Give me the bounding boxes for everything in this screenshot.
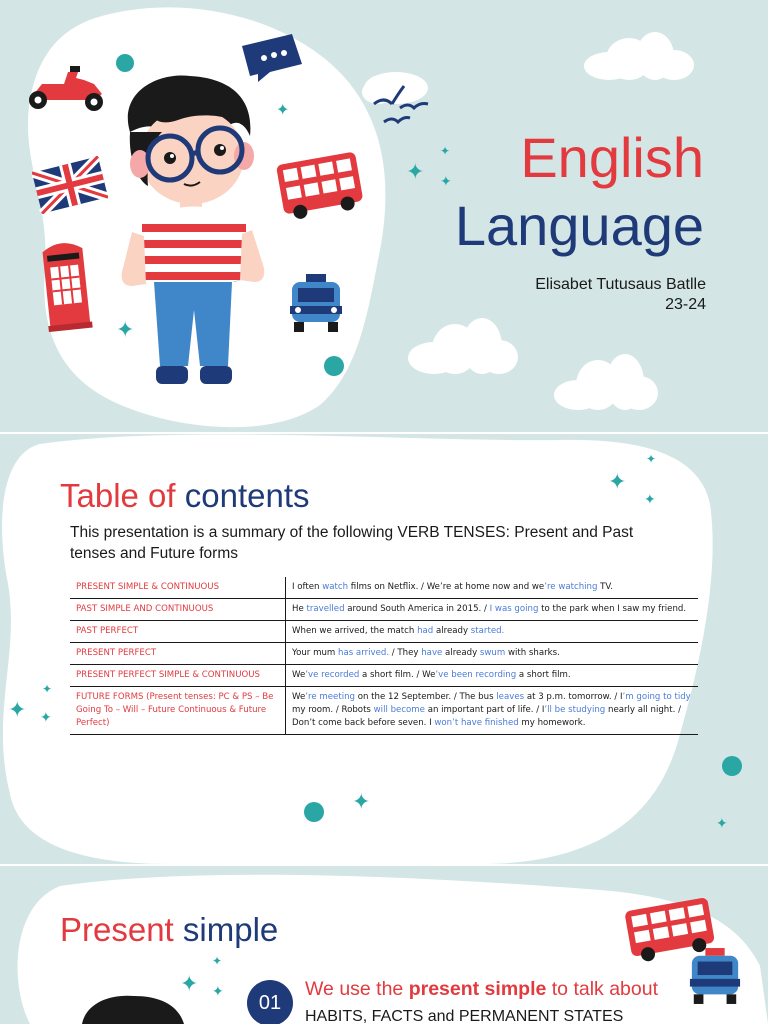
sparkle-icon: ✦ bbox=[180, 972, 199, 997]
sparkle-icon: ✦ bbox=[40, 710, 52, 726]
example-text: nearly all night. / Don’t come back before seven. I bbox=[292, 705, 681, 728]
present-simple-title-part1: Present bbox=[60, 911, 174, 948]
verb-tenses-table bbox=[70, 577, 698, 735]
teal-dot bbox=[304, 802, 324, 822]
tense-label: PRESENT PERFECT bbox=[70, 643, 286, 665]
sparkle-icon: ✦ bbox=[8, 698, 27, 723]
present-simple-subheading: HABITS, FACTS and PERMANENT STATES bbox=[305, 1008, 624, 1024]
highlighted-verb: won’t have finished bbox=[434, 718, 519, 728]
cloud-icon bbox=[584, 32, 694, 80]
taxi-icon bbox=[688, 946, 742, 1006]
heading-pre: We use the bbox=[305, 978, 409, 1000]
highlighted-verb: ’re watching bbox=[544, 582, 598, 592]
toc-intro: This presentation is a summary of the following VERB TENSES: Present and Past tenses and Future forms bbox=[70, 524, 634, 562]
table-row bbox=[70, 665, 698, 687]
toc-title-part2: contents bbox=[184, 477, 310, 514]
school-year: 23-24 bbox=[665, 296, 706, 313]
teal-dot bbox=[324, 356, 344, 376]
sparkle-icon: ✦ bbox=[608, 470, 627, 495]
highlighted-verb: ’ll be studying bbox=[544, 705, 606, 715]
table-row bbox=[70, 687, 698, 735]
highlighted-verb: ’ve been recording bbox=[435, 670, 517, 680]
sparkle-icon: ✦ bbox=[276, 100, 290, 119]
example-text: around South America in 2015. / bbox=[344, 604, 490, 614]
title-english: English bbox=[520, 126, 704, 189]
section-number-badge: 01 bbox=[247, 980, 293, 1024]
example-text: When we arrived, the match bbox=[292, 626, 418, 636]
tense-example bbox=[286, 643, 699, 665]
example-text: a short film. / We bbox=[359, 670, 436, 680]
tense-label: PRESENT SIMPLE & CONTINUOUS bbox=[70, 577, 286, 599]
highlighted-verb: will become bbox=[373, 705, 425, 715]
sparkle-icon: ✦ bbox=[644, 492, 656, 508]
heading-post: to talk about bbox=[546, 978, 659, 1000]
example-text: on the 12 September. / The bus bbox=[354, 692, 497, 702]
present-simple-title bbox=[60, 910, 278, 950]
example-text: We bbox=[292, 670, 306, 680]
author-name: Elisabet Tutusaus Batlle bbox=[535, 276, 706, 293]
slide-present-simple[interactable] bbox=[0, 866, 768, 1024]
highlighted-verb: have bbox=[421, 648, 443, 658]
tense-example bbox=[286, 621, 699, 643]
taxi-icon bbox=[288, 272, 344, 334]
double-decker-bus-icon bbox=[276, 150, 364, 220]
highlighted-verb: has arrived. bbox=[338, 648, 390, 658]
example-text: with sharks. bbox=[505, 648, 560, 658]
table-row bbox=[70, 621, 698, 643]
tense-label: FUTURE FORMS (Present tenses: PC & PS – Be Going To – Will – Future Continuous & Future Perfect) bbox=[70, 687, 286, 735]
tense-example bbox=[286, 599, 699, 621]
phone-box-icon bbox=[36, 236, 96, 332]
example-text: Your mum bbox=[292, 648, 338, 658]
tense-example bbox=[286, 665, 699, 687]
example-text: / They bbox=[389, 648, 422, 658]
example-text: my homework. bbox=[518, 718, 586, 728]
highlighted-verb: travelled bbox=[306, 604, 345, 614]
sparkle-icon: ✦ bbox=[646, 452, 657, 466]
character-partial-illustration bbox=[78, 994, 188, 1024]
table-row bbox=[70, 643, 698, 665]
highlighted-verb: I was going bbox=[489, 604, 539, 614]
example-text: a short film. bbox=[516, 670, 571, 680]
example-text: already bbox=[433, 626, 471, 636]
highlighted-verb: ’m going to tidy bbox=[622, 692, 691, 702]
example-text: He bbox=[292, 604, 307, 614]
sparkle-icon: ✦ bbox=[440, 144, 451, 158]
tense-label: PAST SIMPLE AND CONTINUOUS bbox=[70, 599, 286, 621]
birds-icon bbox=[356, 64, 436, 134]
present-simple-title-part2: simple bbox=[182, 911, 279, 948]
toc-title-part1: Table of bbox=[60, 477, 176, 514]
tense-example bbox=[286, 687, 699, 735]
heading-bold: present simple bbox=[408, 978, 547, 1000]
title-language: Language bbox=[454, 194, 704, 257]
highlighted-verb: swum bbox=[479, 648, 506, 658]
sparkle-icon: ✦ bbox=[212, 984, 224, 1000]
cloud-icon bbox=[408, 318, 518, 374]
table-row bbox=[70, 599, 698, 621]
example-text: an important part of life. / I bbox=[424, 705, 545, 715]
highlighted-verb: ’re meeting bbox=[305, 692, 355, 702]
teal-dot bbox=[116, 54, 134, 72]
slide-table-of-contents[interactable] bbox=[0, 434, 768, 864]
slide-title[interactable] bbox=[0, 0, 768, 432]
example-text: TV. bbox=[597, 582, 613, 592]
toc-title bbox=[60, 476, 310, 516]
sparkle-icon: ✦ bbox=[440, 174, 452, 190]
highlighted-verb: watch bbox=[322, 582, 349, 592]
boy-character-illustration bbox=[118, 72, 268, 394]
example-text: I often bbox=[292, 582, 323, 592]
example-text: at 3 p.m. tomorrow. / I bbox=[524, 692, 623, 702]
tense-label: PAST PERFECT bbox=[70, 621, 286, 643]
example-text: already bbox=[442, 648, 480, 658]
highlighted-verb: started. bbox=[470, 626, 505, 636]
teal-dot bbox=[722, 756, 742, 776]
present-simple-heading bbox=[305, 976, 658, 1002]
tense-example bbox=[286, 577, 699, 599]
example-text: my room. / Robots bbox=[292, 705, 374, 715]
example-text: to the park when I saw my friend. bbox=[538, 604, 687, 614]
scooter-icon bbox=[24, 58, 108, 116]
sparkle-icon: ✦ bbox=[212, 954, 223, 968]
sparkle-icon: ✦ bbox=[352, 790, 371, 815]
sparkle-icon: ✦ bbox=[42, 682, 53, 696]
table-row bbox=[70, 577, 698, 599]
highlighted-verb: had bbox=[417, 626, 434, 636]
example-text: We bbox=[292, 692, 306, 702]
uk-flag-icon bbox=[32, 156, 108, 214]
example-text: films on Netflix. / We’re at home now and we bbox=[348, 582, 545, 592]
highlighted-verb: leaves bbox=[496, 692, 525, 702]
tense-label: PRESENT PERFECT SIMPLE & CONTINUOUS bbox=[70, 665, 286, 687]
sparkle-icon: ✦ bbox=[716, 816, 728, 832]
cloud-icon bbox=[554, 354, 658, 410]
sparkle-icon: ✦ bbox=[406, 160, 425, 185]
sparkle-icon: ✦ bbox=[116, 318, 135, 343]
highlighted-verb: ’ve recorded bbox=[305, 670, 360, 680]
